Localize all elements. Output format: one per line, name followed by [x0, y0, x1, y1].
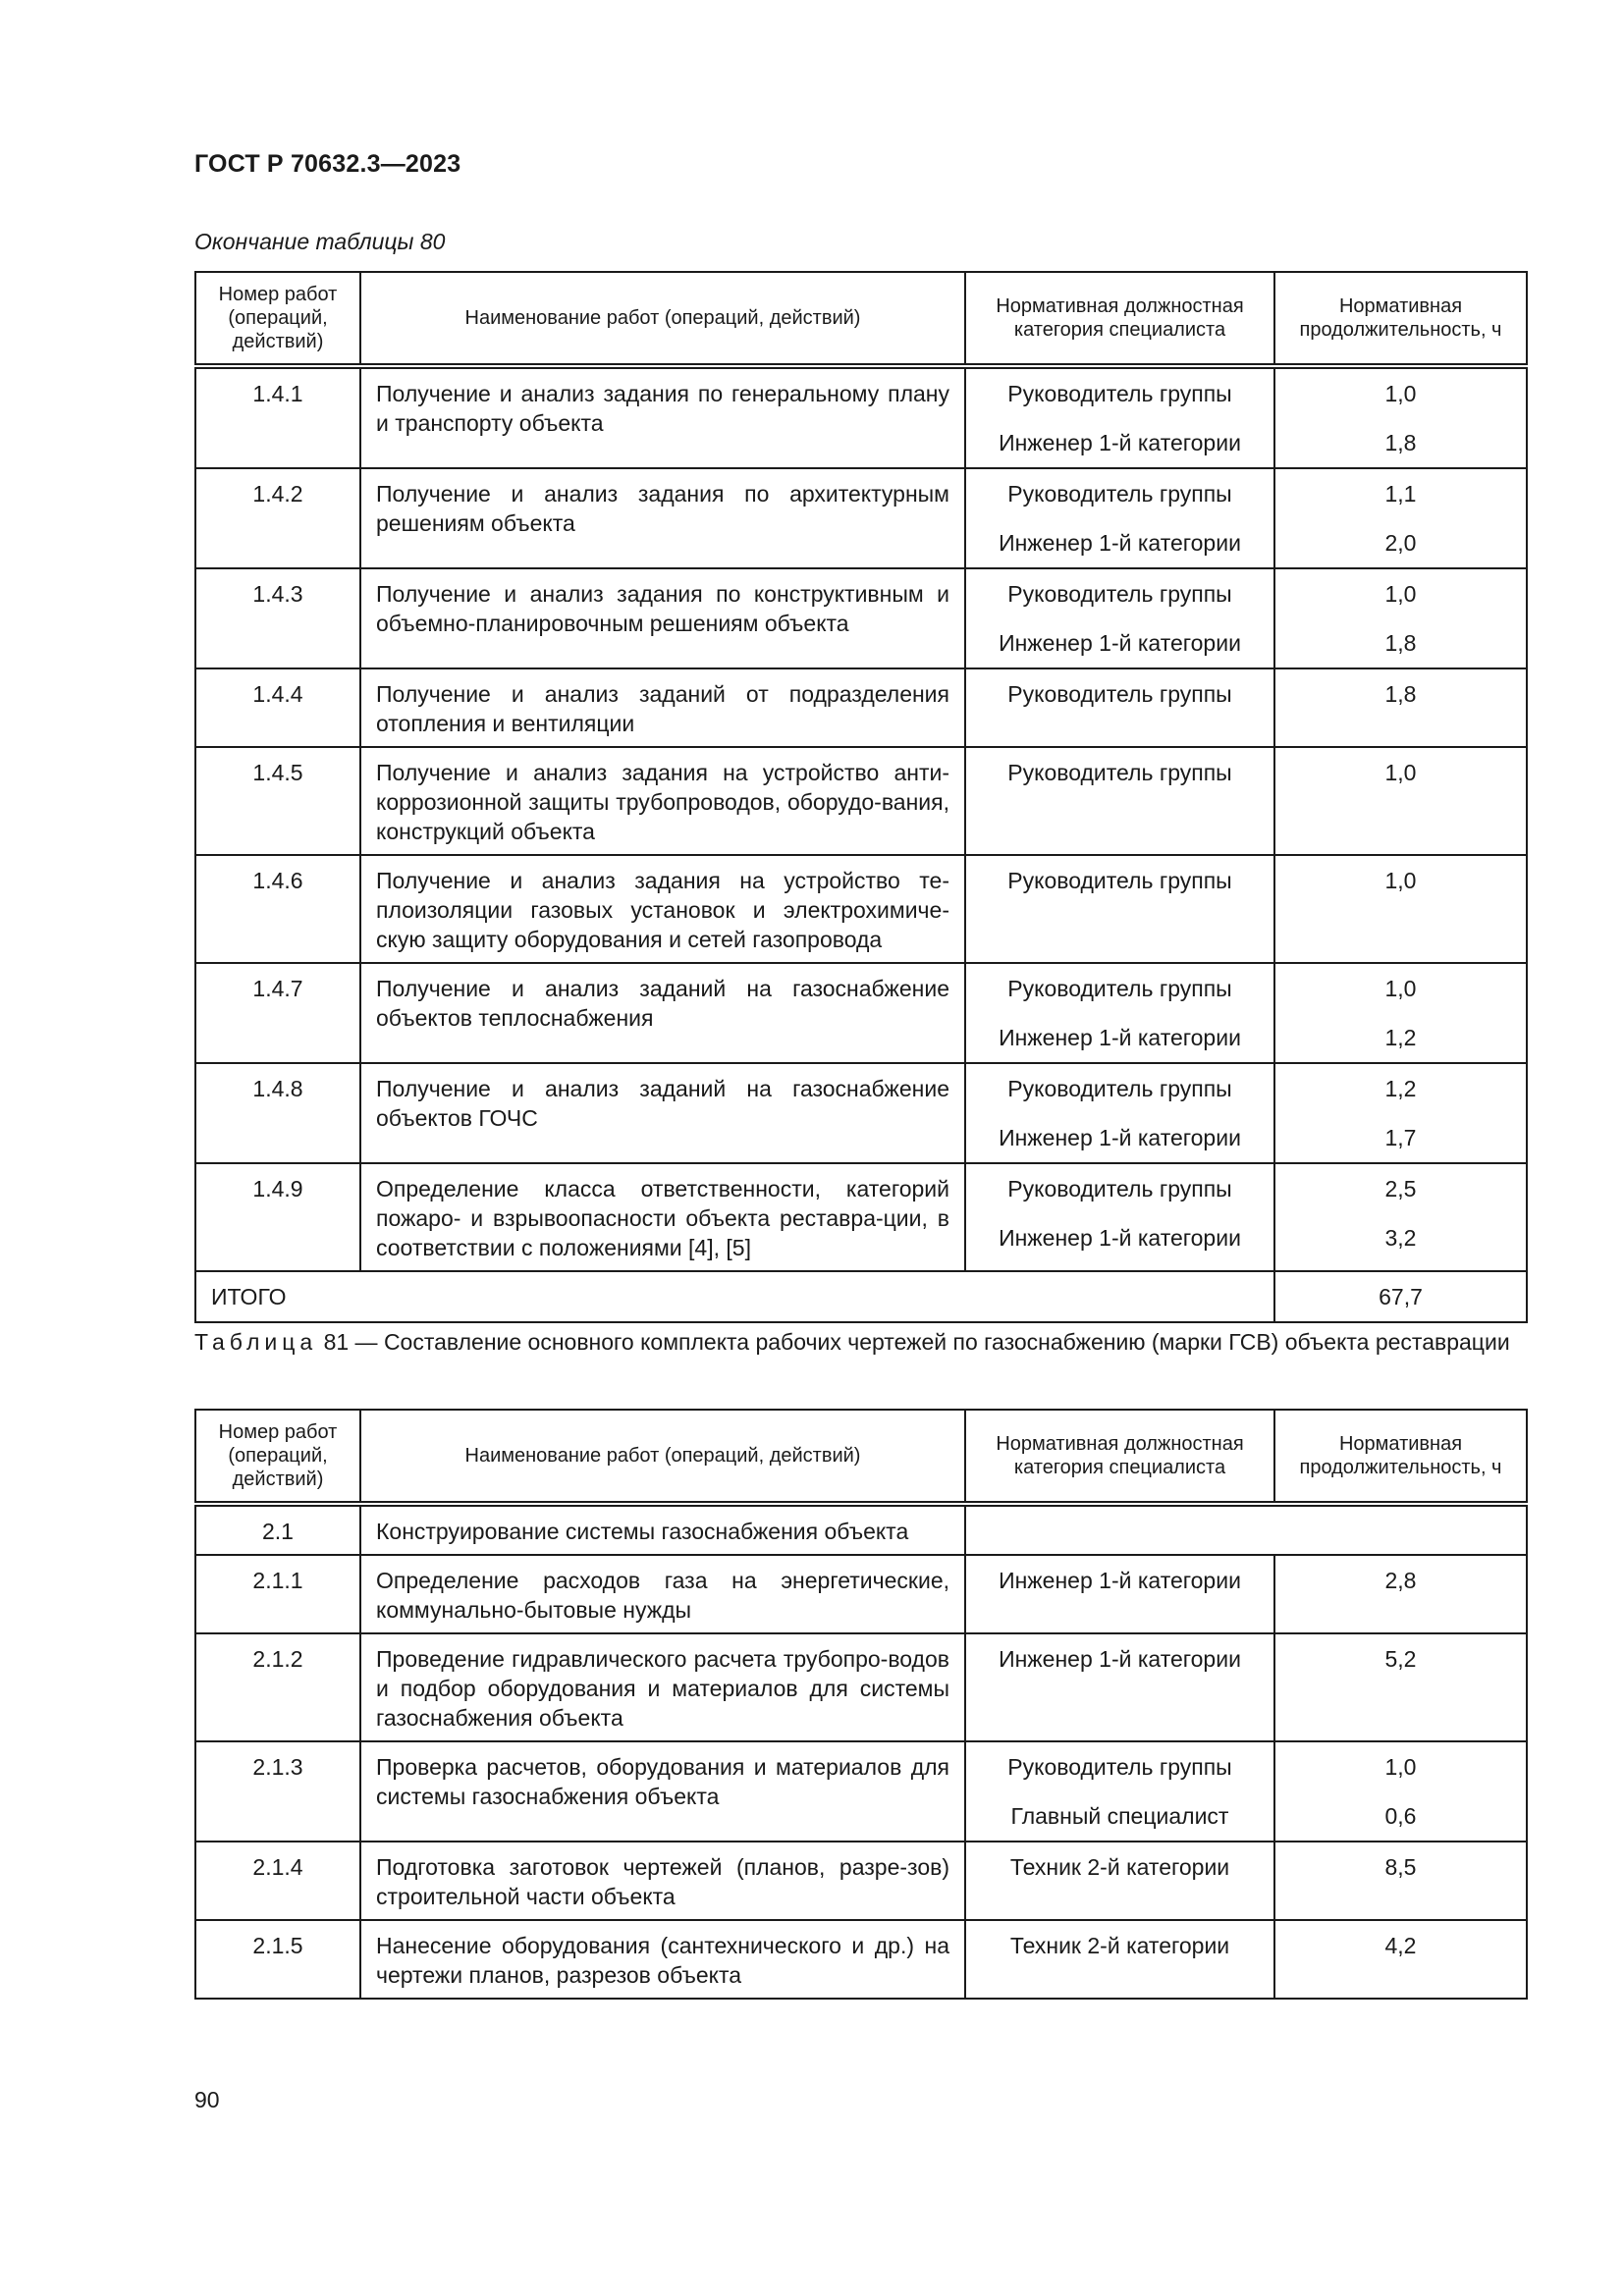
duration-value: 1,0 — [1384, 868, 1417, 893]
row-work-name: Получение и анализ заданий от подразделения отопления и вентиляции — [360, 668, 965, 747]
table-header-row — [195, 1410, 1527, 1504]
header-name: Наименование работ (операций, действий) — [360, 1410, 965, 1504]
specialist-category: Руководитель группы — [1007, 1076, 1232, 1101]
duration-value: 1,8 — [1384, 430, 1417, 455]
table-row — [195, 366, 1527, 468]
duration-value: 1,7 — [1384, 1125, 1417, 1150]
duration-value: 1,8 — [1384, 681, 1417, 707]
table-row — [195, 468, 1527, 568]
header-name: Наименование работ (операций, действий) — [360, 272, 965, 366]
specialist-category: Руководитель группы — [1007, 760, 1232, 785]
duration-value: 1,0 — [1384, 581, 1417, 607]
table-row — [195, 1633, 1527, 1741]
row-categories — [965, 747, 1274, 855]
row-categories — [965, 1555, 1274, 1633]
row-number: 1.4.8 — [195, 1063, 360, 1163]
continuation-caption: Окончание таблицы 80 — [194, 229, 446, 254]
duration-value: 1,2 — [1384, 1025, 1417, 1050]
table-81-body — [195, 1504, 1527, 1999]
specialist-category: Руководитель группы — [1007, 481, 1232, 507]
row-categories — [965, 568, 1274, 668]
row-number: 1.4.5 — [195, 747, 360, 855]
specialist-category: Инженер 1-й категории — [999, 1225, 1241, 1251]
table-row — [195, 855, 1527, 963]
specialist-category: Руководитель группы — [1007, 681, 1232, 707]
table-row — [195, 1842, 1527, 1920]
row-categories — [965, 468, 1274, 568]
table-80 — [194, 271, 1528, 1323]
table-81-title-rest: 81 — Составление основного комплекта рабочих чертежей по газоснабжению (марки ГСВ) объекта реставрации — [317, 1329, 1510, 1355]
duration-value: 5,2 — [1384, 1646, 1417, 1672]
duration-value: 4,2 — [1384, 1933, 1417, 1958]
specialist-category: Инженер 1-й категории — [999, 1025, 1241, 1050]
row-work-name: Определение класса ответственности, категорий пожаро- и взрывоопасности объекта реставра-ции, в соответствии с положениями [4], [5] — [360, 1163, 965, 1271]
row-work-name: Получение и анализ заданий на газоснабжение объектов теплоснабжения — [360, 963, 965, 1063]
table-row — [195, 1504, 1527, 1555]
row-work-name: Получение и анализ задания на устройство те-плоизоляции газовых установок и электрохимиче-скую защиту оборудования и сетей газопровода — [360, 855, 965, 963]
duration-value: 0,6 — [1384, 1803, 1417, 1829]
specialist-category: Руководитель группы — [1007, 581, 1232, 607]
table-row — [195, 568, 1527, 668]
row-number: 2.1.4 — [195, 1842, 360, 1920]
row-durations — [1274, 568, 1527, 668]
duration-value: 1,0 — [1384, 760, 1417, 785]
row-work-name: Получение и анализ задания по конструктивным и объемно-планировочным решениям объекта — [360, 568, 965, 668]
specialist-category: Руководитель группы — [1007, 868, 1232, 893]
row-categories — [965, 668, 1274, 747]
table-row — [195, 1555, 1527, 1633]
row-number: 1.4.7 — [195, 963, 360, 1063]
row-durations — [1274, 366, 1527, 468]
row-categories — [965, 1633, 1274, 1741]
row-categories — [965, 1063, 1274, 1163]
row-number: 2.1.5 — [195, 1920, 360, 1999]
row-number: 1.4.3 — [195, 568, 360, 668]
document-header: ГОСТ Р 70632.3—2023 — [194, 150, 461, 178]
row-durations — [1274, 668, 1527, 747]
row-categories — [965, 1163, 1274, 1271]
table-row — [195, 1741, 1527, 1842]
row-durations — [1274, 963, 1527, 1063]
table-row — [195, 1063, 1527, 1163]
row-categories — [965, 855, 1274, 963]
table-row — [195, 747, 1527, 855]
row-work-name: Подготовка заготовок чертежей (планов, разре-зов) строительной части объекта — [360, 1842, 965, 1920]
row-categories — [965, 1842, 1274, 1920]
table-81-title — [194, 1327, 1525, 1358]
row-work-name: Определение расходов газа на энергетические, коммунально-бытовые нужды — [360, 1555, 965, 1633]
row-number: 2.1.2 — [195, 1633, 360, 1741]
row-work-name: Получение и анализ заданий на газоснабжение объектов ГОЧС — [360, 1063, 965, 1163]
duration-value: 1,0 — [1384, 976, 1417, 1001]
table-81-title-prefix: Таблица — [194, 1329, 318, 1355]
row-durations — [1274, 1842, 1527, 1920]
duration-value: 2,5 — [1384, 1176, 1417, 1201]
table-81 — [194, 1409, 1528, 2000]
duration-value: 1,0 — [1384, 381, 1417, 406]
empty-merged-cell — [965, 1504, 1527, 1555]
row-durations — [1274, 1920, 1527, 1999]
specialist-category: Инженер 1-й категории — [999, 430, 1241, 455]
duration-value: 1,1 — [1384, 481, 1417, 507]
row-work-name: Нанесение оборудования (сантехнического и др.) на чертежи планов, разрезов объекта — [360, 1920, 965, 1999]
specialist-category: Инженер 1-й категории — [999, 630, 1241, 656]
duration-value: 8,5 — [1384, 1854, 1417, 1880]
row-durations — [1274, 747, 1527, 855]
specialist-category: Главный специалист — [1010, 1803, 1229, 1829]
row-work-name: Проведение гидравлического расчета трубопро-водов и подбор оборудования и материалов для системы газоснабжения объекта — [360, 1633, 965, 1741]
row-number: 1.4.4 — [195, 668, 360, 747]
row-durations — [1274, 1741, 1527, 1842]
duration-value: 1,8 — [1384, 630, 1417, 656]
specialist-category: Руководитель группы — [1007, 1754, 1232, 1780]
row-work-name: Получение и анализ задания по генеральному плану и транспорту объекта — [360, 366, 965, 468]
total-value: 67,7 — [1274, 1271, 1527, 1322]
row-number: 1.4.9 — [195, 1163, 360, 1271]
header-category: Нормативная должностная категория специалиста — [965, 1410, 1274, 1504]
row-durations — [1274, 1555, 1527, 1633]
row-categories — [965, 1741, 1274, 1842]
header-number: Номер работ (операций, действий) — [195, 1410, 360, 1504]
row-durations — [1274, 1163, 1527, 1271]
row-work-name: Получение и анализ задания на устройство анти-коррозионной защиты трубопроводов, оборудо-вания, конструкций объекта — [360, 747, 965, 855]
page-number: 90 — [194, 2087, 220, 2112]
duration-value: 2,0 — [1384, 530, 1417, 556]
row-durations — [1274, 1633, 1527, 1741]
table-row — [195, 1920, 1527, 1999]
specialist-category: Инженер 1-й категории — [999, 1125, 1241, 1150]
specialist-category: Инженер 1-й категории — [999, 530, 1241, 556]
duration-value: 2,8 — [1384, 1568, 1417, 1593]
row-durations — [1274, 855, 1527, 963]
table-row — [195, 1163, 1527, 1271]
table-80-body — [195, 366, 1527, 1322]
row-categories — [965, 366, 1274, 468]
header-duration: Нормативная продолжительность, ч — [1274, 1410, 1527, 1504]
duration-value: 3,2 — [1384, 1225, 1417, 1251]
row-number: 2.1 — [195, 1504, 360, 1555]
row-number: 2.1.3 — [195, 1741, 360, 1842]
row-work-name: Проверка расчетов, оборудования и материалов для системы газоснабжения объекта — [360, 1741, 965, 1842]
table-header-row — [195, 272, 1527, 366]
row-categories — [965, 1920, 1274, 1999]
header-category: Нормативная должностная категория специалиста — [965, 272, 1274, 366]
row-number: 2.1.1 — [195, 1555, 360, 1633]
specialist-category: Инженер 1-й категории — [999, 1646, 1241, 1672]
table-row — [195, 963, 1527, 1063]
row-categories — [965, 963, 1274, 1063]
specialist-category: Руководитель группы — [1007, 381, 1232, 406]
row-number: 1.4.2 — [195, 468, 360, 568]
specialist-category: Техник 2-й категории — [1009, 1933, 1230, 1958]
header-duration: Нормативная продолжительность, ч — [1274, 272, 1527, 366]
row-work-name: Получение и анализ задания по архитектурным решениям объекта — [360, 468, 965, 568]
row-number: 1.4.1 — [195, 366, 360, 468]
duration-value: 1,2 — [1384, 1076, 1417, 1101]
total-row — [195, 1271, 1527, 1322]
specialist-category: Техник 2-й категории — [1009, 1854, 1230, 1880]
header-number: Номер работ (операций, действий) — [195, 272, 360, 366]
specialist-category: Руководитель группы — [1007, 1176, 1232, 1201]
specialist-category: Руководитель группы — [1007, 976, 1232, 1001]
row-durations — [1274, 1063, 1527, 1163]
row-work-name: Конструирование системы газоснабжения объекта — [360, 1504, 965, 1555]
total-label: ИТОГО — [195, 1271, 1274, 1322]
duration-value: 1,0 — [1384, 1754, 1417, 1780]
table-row — [195, 668, 1527, 747]
row-durations — [1274, 468, 1527, 568]
specialist-category: Инженер 1-й категории — [999, 1568, 1241, 1593]
row-number: 1.4.6 — [195, 855, 360, 963]
